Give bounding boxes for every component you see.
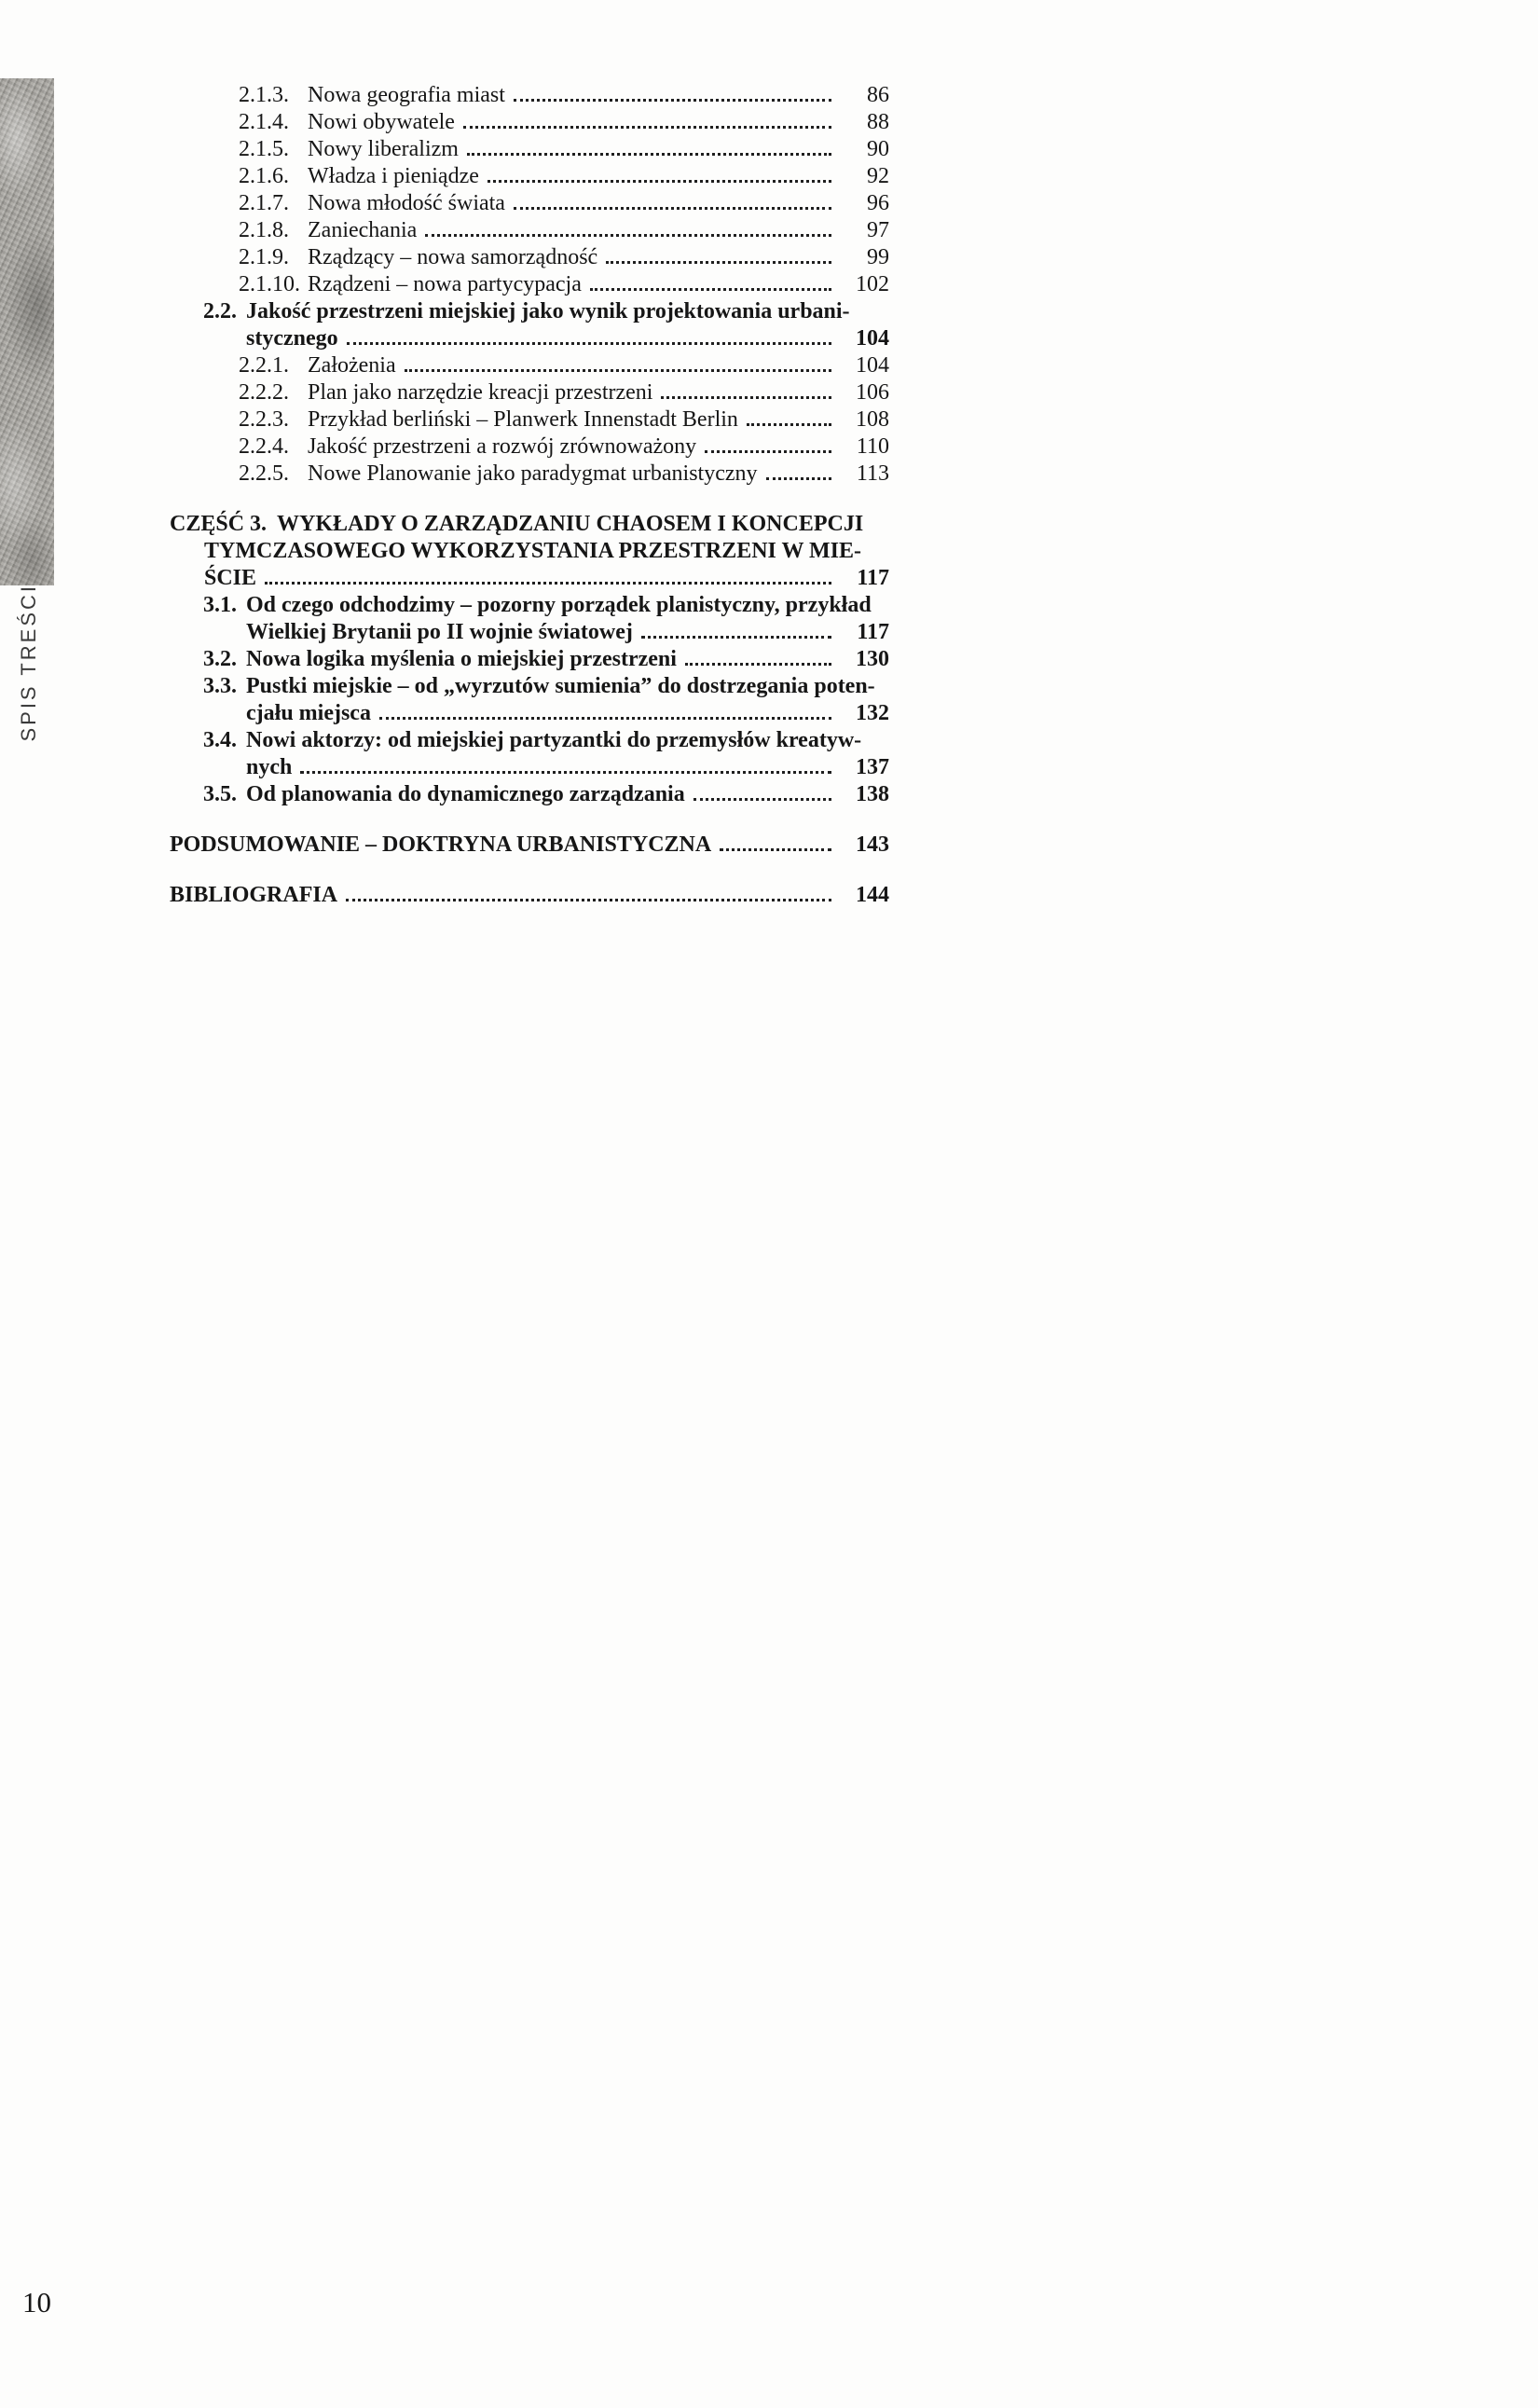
toc-entry — [170, 882, 889, 909]
toc-entry-title: WYKŁADY O ZARZĄDZANIU CHAOSEM I KONCEPCJI — [277, 512, 864, 536]
toc-entry-title: Nowa młodość świata — [308, 191, 505, 215]
spine-label — [4, 556, 54, 770]
toc-entry-number: CZĘŚĆ 3. — [170, 512, 268, 536]
toc-page-number: 130 — [856, 647, 889, 671]
toc-line — [170, 244, 889, 271]
toc-entry — [170, 244, 889, 271]
toc-page-number: 104 — [856, 353, 889, 378]
toc-entry-title: ŚCIE — [204, 566, 257, 590]
dot-leader — [300, 771, 831, 774]
dot-leader — [405, 369, 831, 372]
toc-entry — [170, 727, 889, 781]
toc-entry-number: 2.1.6. — [239, 164, 289, 188]
toc-entry — [170, 298, 889, 352]
toc-line — [170, 352, 889, 379]
toc-entry — [170, 461, 889, 488]
toc-entry-title: Od czego odchodzimy – pozorny porządek planistyczny, przykład — [246, 593, 872, 617]
dot-leader — [590, 288, 831, 291]
toc-line — [170, 109, 889, 136]
dot-leader — [425, 234, 831, 237]
toc-line — [170, 406, 889, 433]
toc-page-number: 90 — [867, 137, 889, 161]
toc-page-number: 117 — [857, 620, 889, 644]
toc-page-number: 138 — [856, 782, 889, 806]
toc-entry — [170, 271, 889, 298]
toc-entry-title: Rządzeni – nowa partycypacja — [308, 272, 582, 296]
scan-edge-photo-strip — [0, 78, 54, 585]
toc-entry-number: 2.1.5. — [239, 137, 289, 161]
toc-line — [170, 619, 889, 646]
toc-entry-title: Pustki miejskie – od „wyrzutów sumienia” do dostrzegania poten- — [246, 674, 875, 698]
toc-page-number: 106 — [856, 380, 889, 405]
dot-leader — [720, 848, 831, 851]
toc-page-number: 108 — [856, 407, 889, 432]
toc-entry — [170, 832, 889, 859]
toc-entry — [170, 646, 889, 673]
toc-entry-number: 2.2.1. — [239, 353, 289, 378]
toc-entry-number: 3.3. — [203, 674, 237, 698]
dot-leader — [514, 207, 831, 210]
dot-leader — [747, 423, 831, 426]
toc-entry-number: 2.2.2. — [239, 380, 289, 405]
toc-page-number: 132 — [856, 701, 889, 725]
dot-leader — [705, 450, 831, 453]
toc-page-number: 117 — [857, 566, 889, 590]
toc-page-number: 143 — [856, 832, 889, 857]
toc-entry-title: Władza i pieniądze — [308, 164, 479, 188]
toc-entry-title: cjału miejsca — [246, 701, 371, 725]
toc-entry-title: Zaniechania — [308, 218, 418, 242]
toc-entry — [170, 592, 889, 646]
toc-entry-title: Nowe Planowanie jako paradygmat urbanistyczny — [308, 461, 758, 486]
toc-entry-title: Nowi aktorzy: od miejskiej partyzantki do przemysłów kreatyw- — [246, 728, 862, 752]
toc-line — [170, 163, 889, 190]
toc-line — [170, 592, 889, 619]
toc-entry — [170, 163, 889, 190]
toc-entry-title: Założenia — [308, 353, 396, 378]
toc-page-number: 88 — [867, 110, 889, 134]
toc-page-number: 113 — [856, 461, 889, 486]
toc-line — [170, 511, 889, 538]
toc-line — [170, 673, 889, 700]
toc-entry — [170, 352, 889, 379]
toc-entry-title: Od planowania do dynamicznego zarządzania — [246, 782, 685, 806]
toc-entry-number: 2.1.4. — [239, 110, 289, 134]
toc-list — [170, 82, 889, 909]
toc-entry-title: Wielkiej Brytanii po II wojnie światowej — [246, 620, 633, 644]
dot-leader — [347, 342, 831, 345]
toc-line — [170, 271, 889, 298]
toc-entry — [170, 190, 889, 217]
toc-entry — [170, 82, 889, 109]
dot-leader — [514, 99, 831, 102]
toc-line — [170, 700, 889, 727]
toc-entry-title: Nowy liberalizm — [308, 137, 459, 161]
toc-line — [170, 433, 889, 461]
dot-leader — [685, 663, 831, 666]
toc-page-number: 86 — [867, 83, 889, 107]
toc-entry-number: 3.1. — [203, 593, 237, 617]
toc-entry-number: 2.1.10. — [239, 272, 300, 296]
dot-leader — [379, 717, 831, 720]
dot-leader — [661, 396, 831, 399]
dot-leader — [693, 798, 831, 801]
toc-entry — [170, 781, 889, 808]
toc-page-number: 144 — [856, 883, 889, 907]
toc-line — [170, 379, 889, 406]
toc-entry-number: 3.2. — [203, 647, 237, 671]
toc-entry-title: Jakość przestrzeni a rozwój zrównoważony — [308, 434, 697, 459]
toc-entry-number: 3.4. — [203, 728, 237, 752]
toc-entry-number: 2.1.7. — [239, 191, 289, 215]
toc-line — [170, 136, 889, 163]
toc-page-number: 92 — [867, 164, 889, 188]
toc-page-number: 104 — [856, 326, 889, 351]
dot-leader — [766, 477, 831, 480]
toc-line — [170, 298, 889, 325]
toc-page-number: 102 — [856, 272, 889, 296]
toc-entry-number: 2.2.4. — [239, 434, 289, 459]
toc-page-number: 96 — [867, 191, 889, 215]
dot-leader — [606, 261, 831, 264]
toc-entry-number: 2.2. — [203, 299, 237, 323]
toc-line — [170, 190, 889, 217]
toc-entry-number: 2.1.8. — [239, 218, 289, 242]
toc-entry-title: PODSUMOWANIE – DOKTRYNA URBANISTYCZNA — [170, 832, 712, 857]
toc-line — [170, 325, 889, 352]
toc-line — [170, 646, 889, 673]
toc-line — [170, 217, 889, 244]
toc-page-number: 137 — [856, 755, 889, 779]
toc-line — [170, 832, 889, 859]
toc-entry-number: 2.1.9. — [239, 245, 289, 269]
toc-entry-title: Nowa logika myślenia o miejskiej przestrzeni — [246, 647, 677, 671]
toc-entry-title: Plan jako narzędzie kreacji przestrzeni — [308, 380, 653, 405]
toc-entry-number: 2.2.3. — [239, 407, 289, 432]
toc-line — [170, 781, 889, 808]
toc-entry — [170, 433, 889, 461]
toc-line — [170, 727, 889, 754]
toc-entry-title: nych — [246, 755, 293, 779]
toc-entry — [170, 109, 889, 136]
toc-page-number: 99 — [867, 245, 889, 269]
toc-entry-number: 3.5. — [203, 782, 237, 806]
toc-entry-title: stycznego — [246, 326, 338, 351]
toc-line — [170, 82, 889, 109]
page-number: 10 — [22, 2286, 51, 2319]
toc-line — [170, 565, 889, 592]
dot-leader — [265, 582, 831, 585]
toc-entry — [170, 406, 889, 433]
toc-entry-number: 2.1.3. — [239, 83, 289, 107]
toc-entry — [170, 217, 889, 244]
toc-page-number: 110 — [856, 434, 889, 459]
toc-line — [170, 754, 889, 781]
spine-label-text: SPIS TREŚCI — [17, 584, 40, 742]
toc-entry-title: BIBLIOGRAFIA — [170, 883, 338, 907]
toc-entry-title: Przykład berliński – Planwerk Innenstadt Berlin — [308, 407, 738, 432]
toc-entry-title: Jakość przestrzeni miejskiej jako wynik projektowania urbani- — [246, 299, 850, 323]
toc-entry-title: Rządzący – nowa samorządność — [308, 245, 598, 269]
toc-page-number: 97 — [867, 218, 889, 242]
toc-entry — [170, 511, 889, 592]
dot-leader — [463, 126, 831, 129]
toc-line — [170, 461, 889, 488]
toc-entry-title: TYMCZASOWEGO WYKORZYSTANIA PRZESTRZENI W MIE- — [204, 539, 862, 563]
toc-entry — [170, 379, 889, 406]
toc-line — [170, 538, 889, 565]
dot-leader — [641, 636, 831, 639]
toc-entry-title: Nowi obywatele — [308, 110, 455, 134]
toc-entry-number: 2.2.5. — [239, 461, 289, 486]
toc-line — [170, 882, 889, 909]
toc-entry-title: Nowa geografia miast — [308, 83, 505, 107]
dot-leader — [467, 153, 831, 156]
dot-leader — [346, 899, 831, 901]
toc-entry — [170, 136, 889, 163]
dot-leader — [487, 180, 831, 183]
toc-entry — [170, 673, 889, 727]
